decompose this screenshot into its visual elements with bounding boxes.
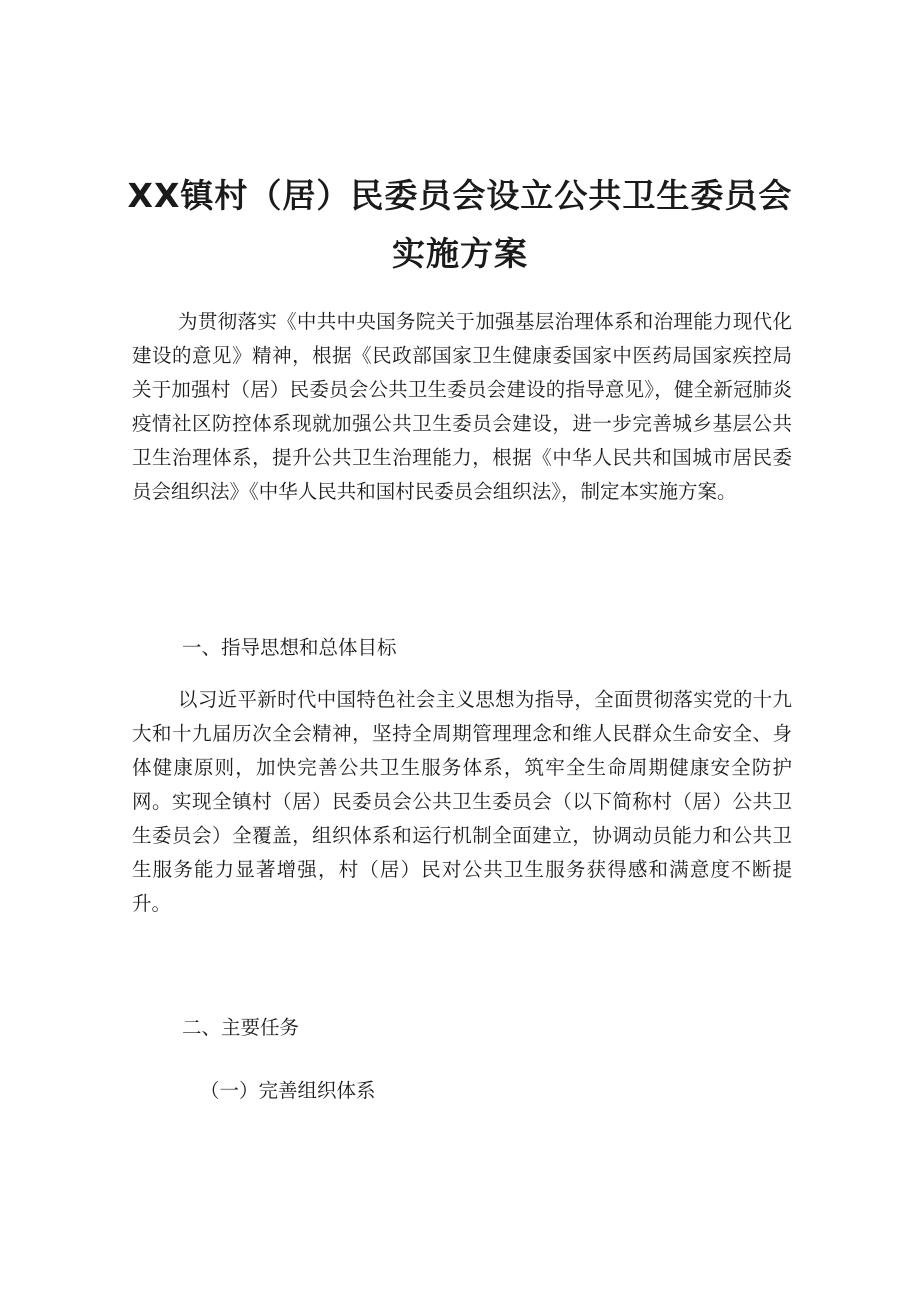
section-heading-guiding-ideology: 一、指导思想和总体目标 [182,636,397,659]
guiding-ideology-paragraph: 以习近平新时代中国特色社会主义思想为指导，全面贯彻落实党的十九大和十九届历次全会精神，坚持全周期管理理念和维人民群众生命安全、身体健康原则，加快完善公共卫生服务体系，筑牢全生命周期健康安全防护网。实现全镇村（居）民委员会公共卫生委员会（以下简称村（居）公共卫生委员会）全覆盖，组织体系和运行机制全面建立，协调动员能力和公共卫生服务能力显著增强，村（居）民对公共卫生服务获得感和满意度不断提升。 [132,688,792,915]
intro-paragraph: 为贯彻落实《中共中央国务院关于加强基层治理体系和治理能力现代化建设的意见》精神，根据《民政部国家卫生健康委国家中医药局国家疾控局关于加强村（居）民委员会公共卫生委员会建设的指导意见》，健全新冠肺炎疫情社区防控体系现就加强公共卫生委员会建设，进一步完善城乡基层公共卫生治理体系，提升公共卫生治理能力，根据《中华人民共和国城市居民委员会组织法》《中华人民共和国村民委员会组织法》，制定本实施方案。 [132,310,792,503]
document-title-line-1: XX镇村（居）民委员会设立公共卫生委员会 [127,176,793,215]
section-heading-main-tasks: 二、主要任务 [182,1016,300,1039]
subsection-heading-organization-system: （一）完善组织体系 [200,1079,376,1102]
document-title-line-2: 实施方案 [392,234,528,273]
